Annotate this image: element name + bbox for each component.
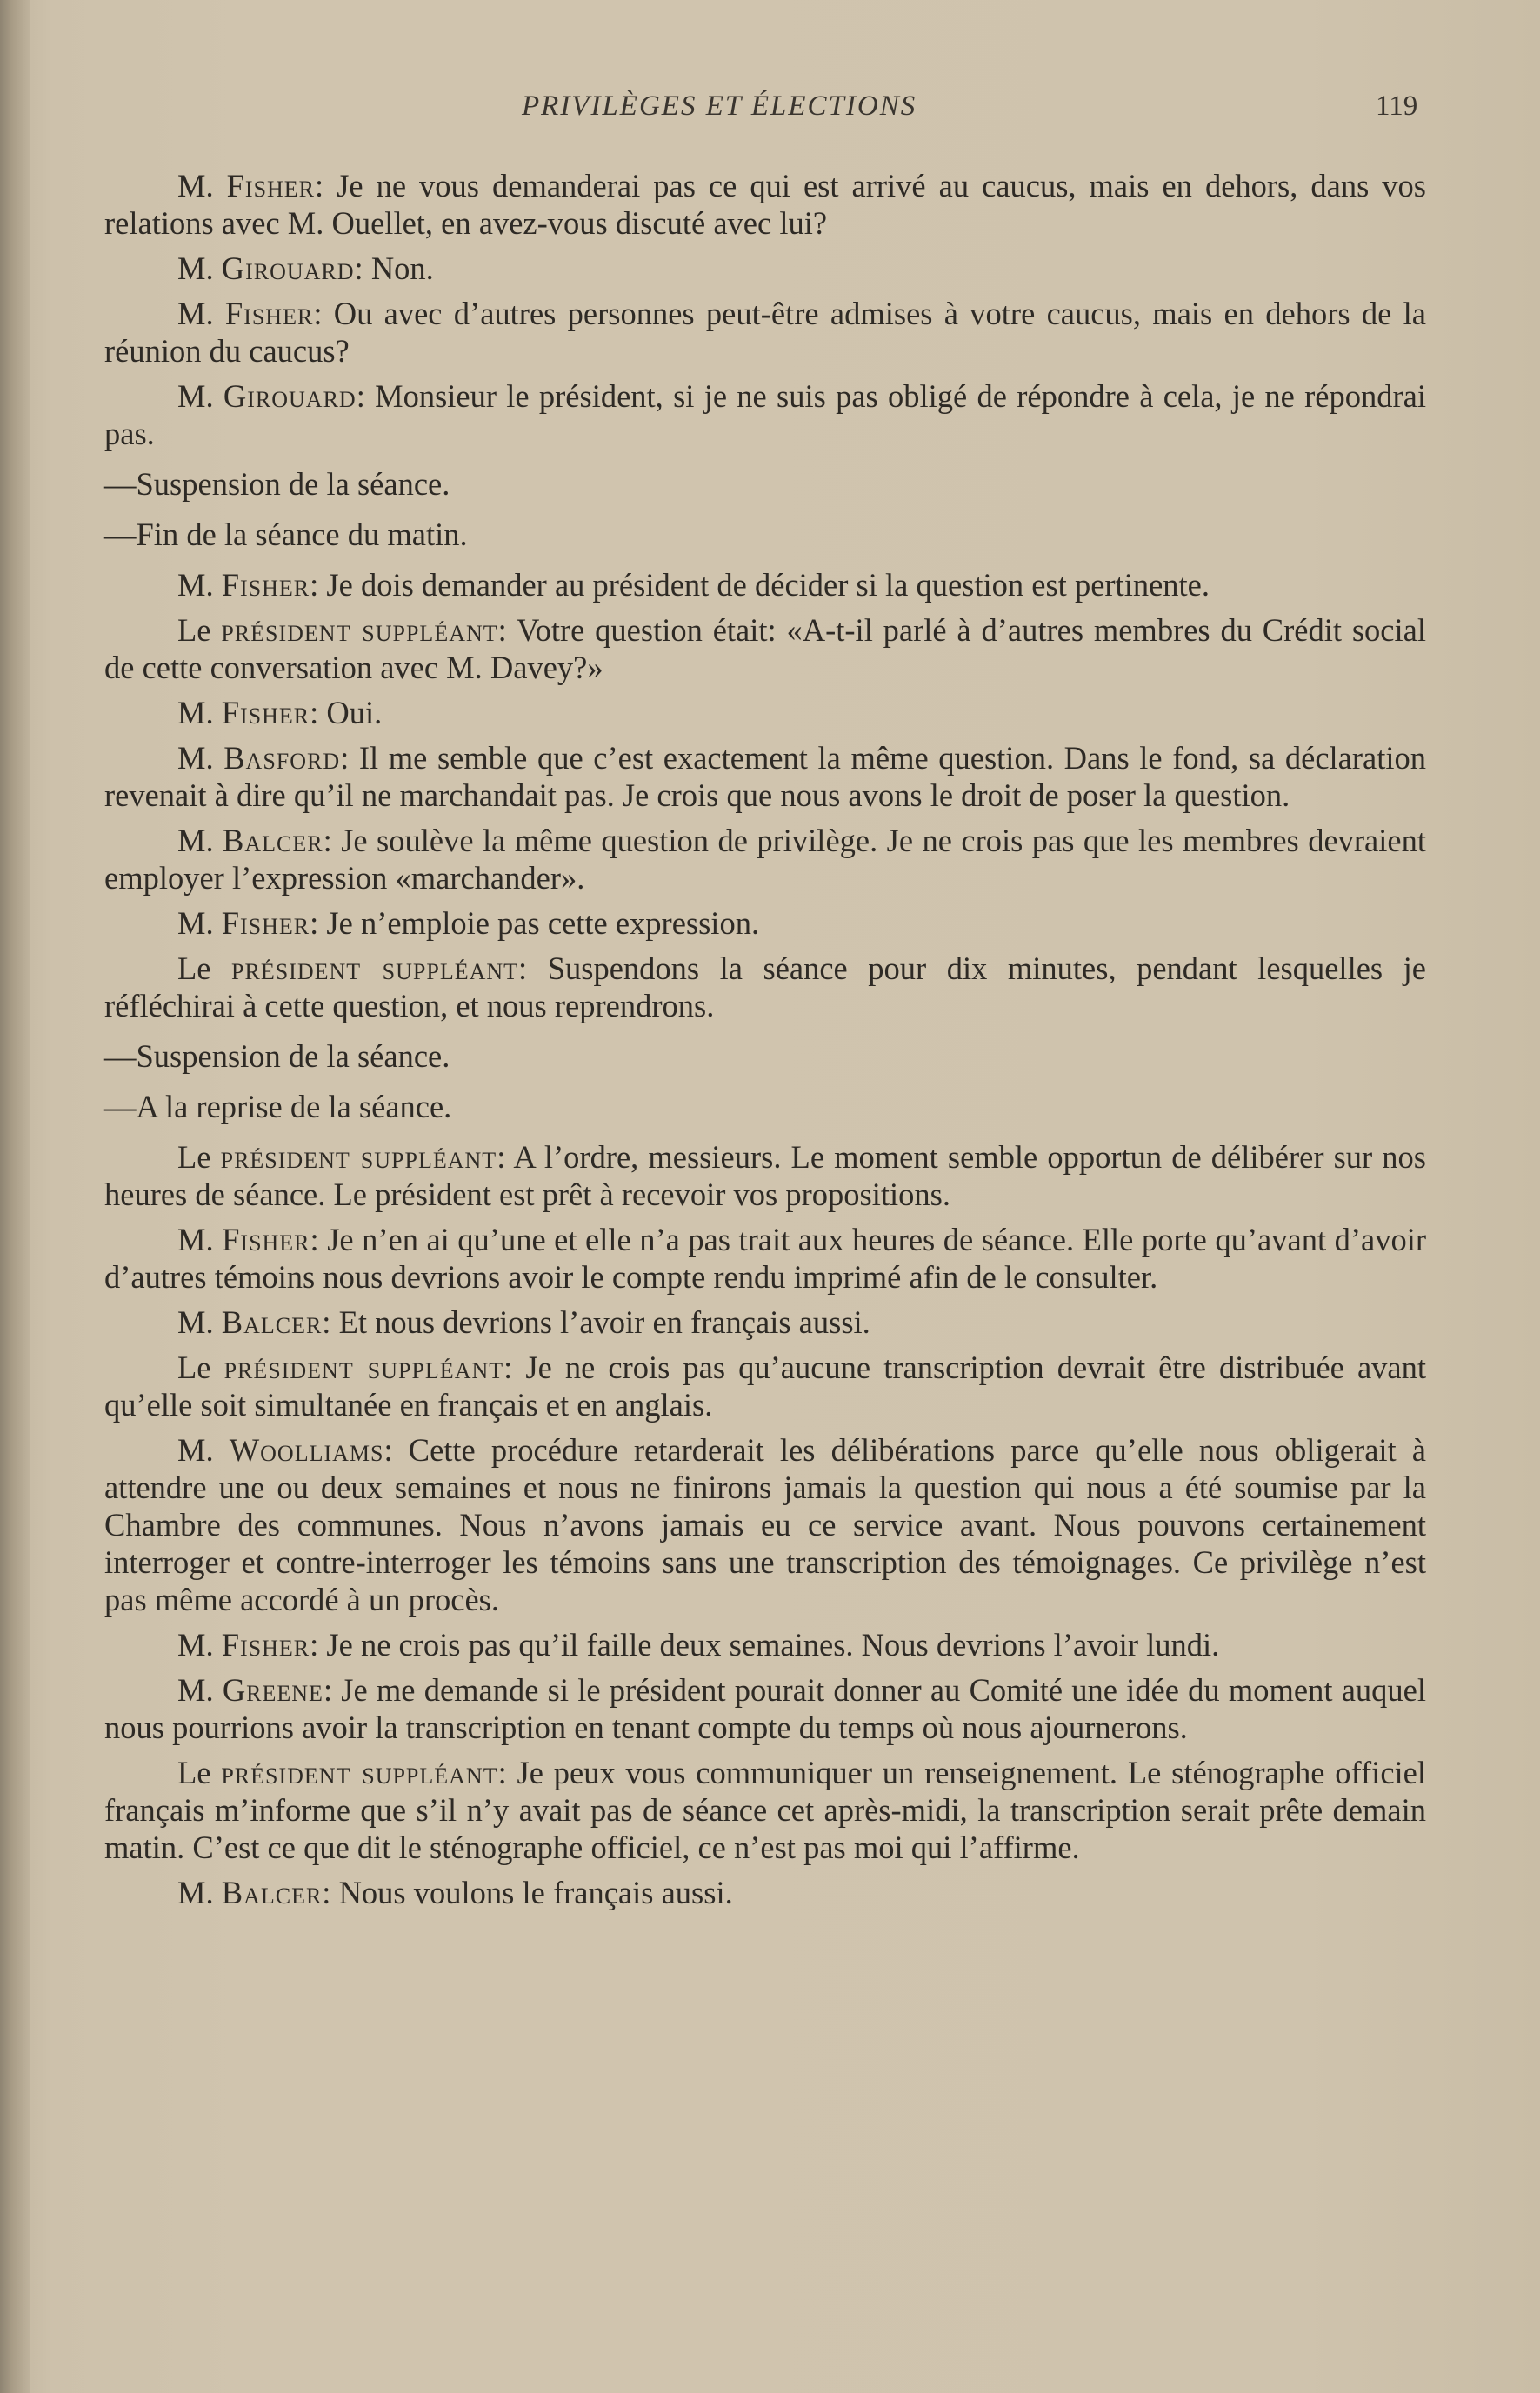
speaker-name: président suppléant: [231, 950, 519, 986]
speaker-prefix: M.: [177, 1875, 214, 1910]
book-spine-shadow: [0, 0, 30, 2393]
speaker-name: Balcer: [221, 1875, 323, 1910]
speech-paragraph: M. Balcer: Nous voulons le français aussi.: [177, 1875, 733, 1910]
speech-text: Non.: [370, 250, 434, 286]
speech-text: Je soulève la même question de privilège. Je ne crois pas que les membres devraient employer l’expression «marchander».: [104, 823, 1426, 896]
speaker-name: Fisher: [226, 168, 316, 203]
stage-direction: —Fin de la séance du matin.: [104, 517, 468, 552]
speaker-name: Girouard: [221, 250, 355, 286]
speech-text: Et nous devrions l’avoir en français aussi.: [338, 1304, 870, 1340]
speech-text: A l’ordre, messieurs. Le moment semble opportun de délibérer sur nos heures de séance. Le président est prêt à recevoir vos propositions.: [104, 1139, 1426, 1212]
stage-direction: —A la reprise de la séance.: [104, 1089, 452, 1124]
speaker-name: Woolliams: [229, 1432, 384, 1468]
speech-text: Ou avec d’autres personnes peut-être admises à votre caucus, mais en dehors de la réunion du caucus?: [104, 296, 1426, 369]
speech-paragraph: M. Greene: Je me demande si le président pourait donner au Comité une idée du moment auquel nous pourrions avoir la transcription en tenant compte du temps où nous ajournerons.: [104, 1672, 1426, 1745]
speech-paragraph: M. Fisher: Oui.: [177, 695, 383, 730]
speaker-prefix: Le: [177, 1139, 211, 1175]
speaker-prefix: M.: [177, 695, 214, 730]
speech-text: Il me semble que c’est exactement la même question. Dans le fond, sa déclaration revenait à dire qu’il ne marchandait pas. Je crois que nous avons le droit de poser la question.: [104, 740, 1426, 813]
speech-paragraph: Le président suppléant: A l’ordre, messieurs. Le moment semble opportun de délibérer sur nos heures de séance. Le président est prêt à recevoir vos propositions.: [104, 1139, 1426, 1212]
speaker-name: Balcer: [221, 1304, 323, 1340]
speech-text: Je ne vous demanderai pas ce qui est arrivé au caucus, mais en dehors, dans vos relations avec M. Ouellet, en avez-vous discuté avec lui?: [104, 168, 1427, 241]
speaker-name: Girouard: [223, 378, 357, 414]
speech-text: Je peux vous communiquer un renseignement. Le sténographe officiel français m’informe que s’il n’y avait pas de séance cet après-midi, la transcription serait prête demain matin. C’est ce que dit le sténographe officiel, ce n’est pas moi qui l’affirme.: [104, 1755, 1427, 1865]
speech-paragraph: M. Girouard: Non.: [177, 250, 434, 286]
speaker-name: Fisher: [221, 1627, 310, 1663]
speaker-prefix: M.: [177, 1304, 214, 1340]
speech-text: Je me demande si le président pourait donner au Comité une idée du moment auquel nous pourrions avoir la transcription en tenant compte du temps où nous ajournerons.: [104, 1672, 1426, 1745]
speech-text: Oui.: [326, 695, 383, 730]
speaker-prefix: M.: [177, 823, 214, 858]
speech-paragraph: M. Woolliams: Cette procédure retarderait les délibérations parce qu’elle nous obligerait à attendre une ou deux semaines et nous ne finirons jamais la question qui nous a été soumise par la Chambre des communes. Nous n’avons jamais eu ce service avant. Nous pouvons certainement interroger et contre-interroger les témoins sans une transcription des témoignages. Ce privilège n’est pas même accordé à un procès.: [104, 1432, 1426, 1617]
speech-text: Suspendons la séance pour dix minutes, pendant lesquelles je réfléchirai à cette question, et nous reprendrons.: [104, 950, 1426, 1023]
speaker-prefix: M.: [177, 168, 214, 203]
speech-paragraph: M. Fisher: Je n’en ai qu’une et elle n’a pas trait aux heures de séance. Elle porte qu’avant d’avoir d’autres témoins nous devrions avoir le compte rendu imprimé afin de le consulter.: [104, 1222, 1426, 1295]
speech-paragraph: Le président suppléant: Suspendons la séance pour dix minutes, pendant lesquelles je réfléchirai à cette question, et nous reprendrons.: [104, 950, 1426, 1023]
speaker-name: Fisher: [221, 567, 310, 603]
speech-paragraph: M. Balcer: Je soulève la même question de privilège. Je ne crois pas que les membres devraient employer l’expression «marchander».: [104, 823, 1426, 896]
speaker-name: Greene: [222, 1672, 323, 1708]
speech-paragraph: M. Fisher: Je dois demander au président de décider si la question est pertinente.: [177, 567, 1210, 603]
speaker-name: Basford: [223, 740, 341, 776]
speaker-prefix: Le: [177, 1350, 211, 1385]
speech-paragraph: Le président suppléant: Votre question était: «A-t-il parlé à d’autres membres du Crédit social de cette conversation avec M. Davey?»: [104, 612, 1426, 685]
page-header: [0, 87, 1540, 139]
speech-text: Votre question était: «A-t-il parlé à d’autres membres du Crédit social de cette conversation avec M. Davey?»: [104, 612, 1426, 685]
speech-text: Cette procédure retarderait les délibérations parce qu’elle nous obligerait à attendre une ou deux semaines et nous ne finirons jamais la question qui nous a été soumise par la Chambre des communes. Nous n’avons jamais eu ce service avant. Nous pouvons certainement interroger et contre-interroger les témoins sans une transcription des témoignages. Ce privilège n’est pas même accordé à un procès.: [104, 1432, 1426, 1617]
speaker-name: Fisher: [221, 905, 310, 941]
speech-paragraph: Le président suppléant: Je peux vous communiquer un renseignement. Le sténographe officiel français m’informe que s’il n’y avait pas de séance cet après-midi, la transcription serait prête demain matin. C’est ce que dit le sténographe officiel, ce n’est pas moi qui l’affirme.: [104, 1755, 1427, 1865]
speech-paragraph: M. Fisher: Je ne vous demanderai pas ce qui est arrivé au caucus, mais en dehors, dans vos relations avec M. Ouellet, en avez-vous discuté avec lui?: [104, 168, 1427, 241]
stage-direction: —Suspension de la séance.: [104, 466, 450, 502]
speaker-prefix: M.: [177, 740, 214, 776]
speech-paragraph: M. Fisher: Je n’emploie pas cette expression.: [177, 905, 760, 941]
speech-paragraph: M. Basford: Il me semble que c’est exactement la même question. Dans le fond, sa déclaration revenait à dire qu’il ne marchandait pas. Je crois que nous avons le droit de poser la question.: [104, 740, 1426, 813]
speech-text: Je dois demander au président de décider si la question est pertinente.: [326, 567, 1210, 603]
speech-text: Je ne crois pas qu’aucune transcription devrait être distribuée avant qu’elle soit simultanée en français et en anglais.: [104, 1350, 1426, 1423]
speaker-prefix: M.: [177, 1432, 214, 1468]
speaker-name: président suppléant: [221, 612, 498, 648]
speaker-name: Fisher: [221, 695, 310, 730]
speaker-prefix: M.: [177, 378, 214, 414]
speaker-prefix: Le: [177, 1755, 211, 1790]
speaker-prefix: M.: [177, 1672, 214, 1708]
speaker-prefix: M.: [177, 567, 214, 603]
speaker-prefix: M.: [177, 1222, 214, 1257]
speech-text: Je ne crois pas qu’il faille deux semaines. Nous devrions l’avoir lundi.: [326, 1627, 1220, 1663]
speech-paragraph: M. Fisher: Je ne crois pas qu’il faille deux semaines. Nous devrions l’avoir lundi.: [177, 1627, 1220, 1663]
speaker-prefix: Le: [177, 950, 211, 986]
speech-text: Je n’emploie pas cette expression.: [326, 905, 760, 941]
transcript-body: [104, 167, 1426, 1919]
page-number: 119: [1376, 90, 1418, 122]
speaker-prefix: M.: [177, 250, 214, 286]
speaker-prefix: M.: [177, 296, 214, 331]
speaker-prefix: Le: [177, 612, 211, 648]
speaker-name: Fisher: [222, 1222, 310, 1257]
speaker-name: Fisher: [224, 296, 314, 331]
running-title: PRIVILÈGES ET ÉLECTIONS: [522, 90, 917, 122]
speech-text: Je n’en ai qu’une et elle n’a pas trait aux heures de séance. Elle porte qu’avant d’avoir d’autres témoins nous devrions avoir le compte rendu imprimé afin de le consulter.: [104, 1222, 1426, 1295]
speaker-name: président suppléant: [221, 1755, 498, 1790]
speech-text: Nous voulons le français aussi.: [338, 1875, 733, 1910]
speaker-prefix: M.: [177, 1627, 214, 1663]
speech-paragraph: M. Fisher: Ou avec d’autres personnes peut-être admises à votre caucus, mais en dehors de la réunion du caucus?: [104, 296, 1426, 369]
speech-paragraph: M. Girouard: Monsieur le président, si je ne suis pas obligé de répondre à cela, je ne répondrai pas.: [104, 378, 1427, 451]
speaker-name: président suppléant: [223, 1350, 504, 1385]
speech-paragraph: Le président suppléant: Je ne crois pas qu’aucune transcription devrait être distribuée avant qu’elle soit simultanée en français et en anglais.: [104, 1350, 1426, 1423]
speech-paragraph: M. Balcer: Et nous devrions l’avoir en français aussi.: [177, 1304, 870, 1340]
speaker-name: Balcer: [223, 823, 323, 858]
speaker-prefix: M.: [177, 905, 214, 941]
speaker-name: président suppléant: [220, 1139, 497, 1175]
speech-text: Monsieur le président, si je ne suis pas obligé de répondre à cela, je ne répondrai pas.: [104, 378, 1427, 451]
stage-direction: —Suspension de la séance.: [104, 1038, 450, 1074]
